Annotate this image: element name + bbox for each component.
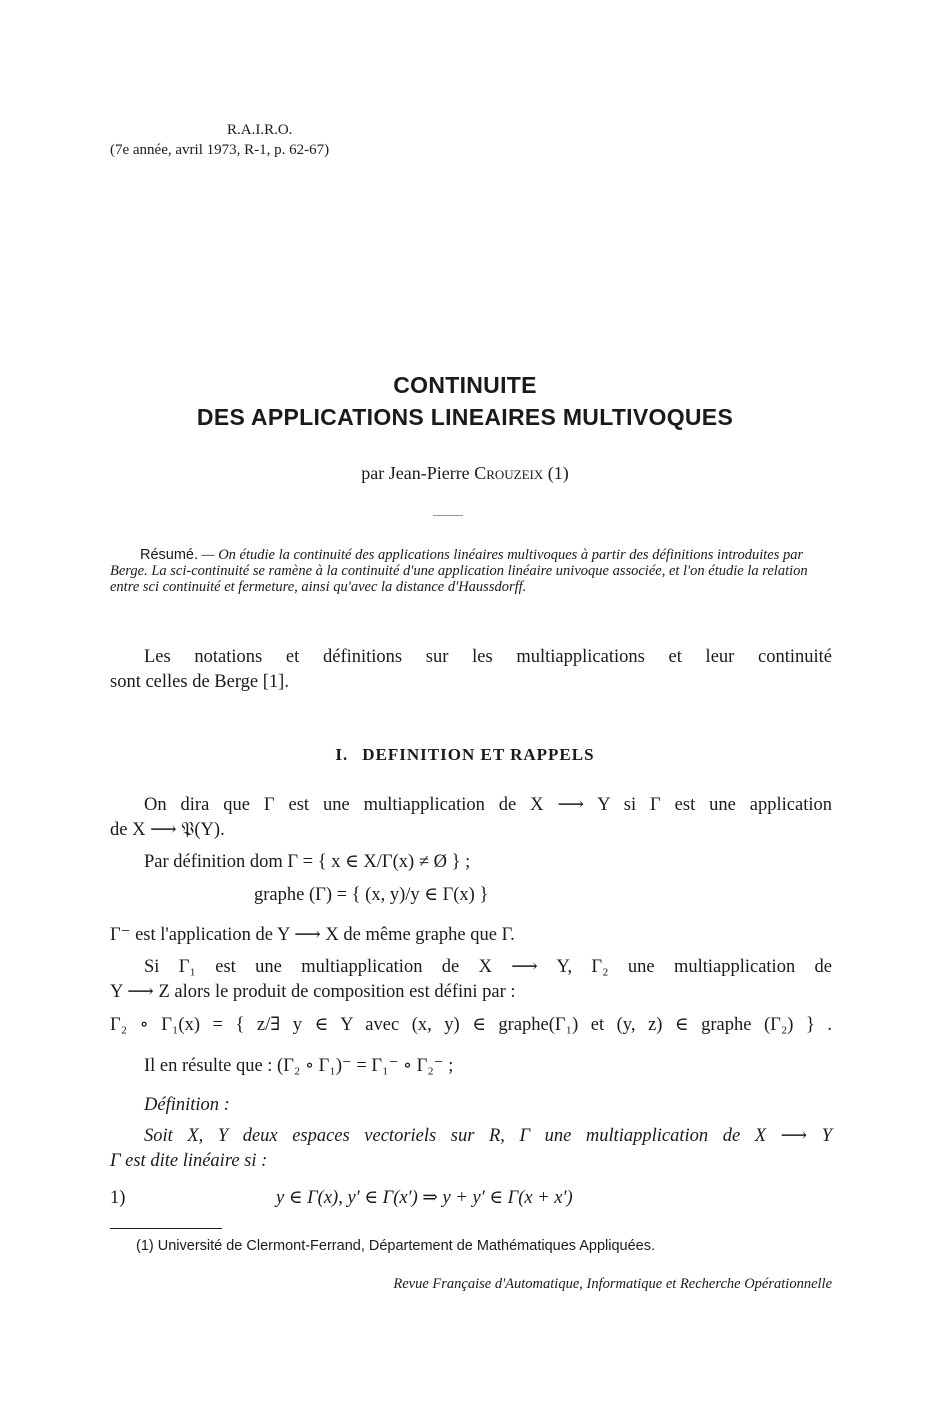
- section-title: DEFINITION ET RAPPELS: [362, 745, 595, 764]
- abstract-label: Résumé.: [140, 547, 199, 563]
- author-name: Crouzeix: [474, 463, 544, 483]
- citation: (7e année, avril 1973, R-1, p. 62-67): [110, 142, 330, 158]
- title-divider: [433, 515, 463, 516]
- intro-line-1: Les notations et définitions sur les multiapplications et leur continuité: [144, 647, 832, 667]
- definition-text-line-1: Soit X, Y deux espaces vectoriels sur R, Γ une multiapplication de X ⟶ Y: [144, 1126, 832, 1146]
- journal-name: R.A.I.R.O.: [227, 122, 293, 138]
- abstract-text: On étudie la continuité des applications linéaires multivoques à partir des définitions introduites par Berge. La sci-continuité se ramène à la continuité d'une application linéaire univoque associée, et l'on étudie la relation entre sci continuité et fermeture, ainsi qu'avec la distance d'Haussdorff.: [110, 547, 808, 595]
- abstract: [110, 547, 832, 595]
- paragraph-1-line-2: de X ⟶ 𝔓(Y).: [110, 820, 225, 840]
- author-line: [0, 463, 930, 484]
- section-heading: [0, 745, 930, 765]
- paragraph-1-line-1: On dira que Γ est une multiapplication de X ⟶ Y si Γ est une application: [144, 795, 832, 815]
- title-line-2: DES APPLICATIONS LINEAIRES MULTIVOQUES: [196, 404, 734, 430]
- definition-dom: Par définition dom Γ = { x ∈ X/Γ(x) ≠ Ø } ;: [144, 852, 471, 872]
- definition-graphe: graphe (Γ) = { (x, y)/y ∈ Γ(x) }: [254, 885, 489, 905]
- journal-footer: Revue Française d'Automatique, Informatique et Recherche Opérationnelle: [393, 1276, 832, 1292]
- author-footnote-ref: (1): [547, 463, 569, 483]
- footnote: (1) Université de Clermont-Ferrand, Département de Mathématiques Appliquées.: [136, 1238, 656, 1254]
- section-number: I.: [335, 745, 349, 764]
- title-line-1: CONTINUITE: [393, 372, 537, 398]
- item-1-number: 1): [110, 1188, 126, 1208]
- footnote-rule: [110, 1228, 222, 1229]
- definition-text-line-2: Γ est dite linéaire si :: [110, 1151, 268, 1171]
- item-1-formula: y ∈ Γ(x), y′ ∈ Γ(x′) ⇒ y + y′ ∈ Γ(x + x′): [276, 1188, 573, 1208]
- composition-line-1: Si Γ₁ est une multiapplication de X ⟶ Y, Γ₂ une multiapplication de: [144, 957, 832, 977]
- composition-line-2: Y ⟶ Z alors le produit de composition est défini par :: [110, 982, 516, 1002]
- composition-formula: Γ₂ ∘ Γ₁(x) = { z/∃ y ∈ Y avec (x, y) ∈ graphe(Γ₁) et (y, z) ∈ graphe (Γ₂) } .: [110, 1015, 832, 1035]
- inverse-definition: Γ⁻ est l'application de Y ⟶ X de même graphe que Γ.: [110, 925, 515, 945]
- intro-line-2: sont celles de Berge [1].: [110, 672, 289, 692]
- inverse-composition-result: Il en résulte que : (Γ₂ ∘ Γ₁)⁻ = Γ₁⁻ ∘ Γ₂⁻ ;: [144, 1056, 454, 1076]
- definition-label: Définition :: [144, 1095, 230, 1115]
- abstract-dash: —: [198, 547, 219, 563]
- author-prefix: par Jean-Pierre: [361, 463, 470, 483]
